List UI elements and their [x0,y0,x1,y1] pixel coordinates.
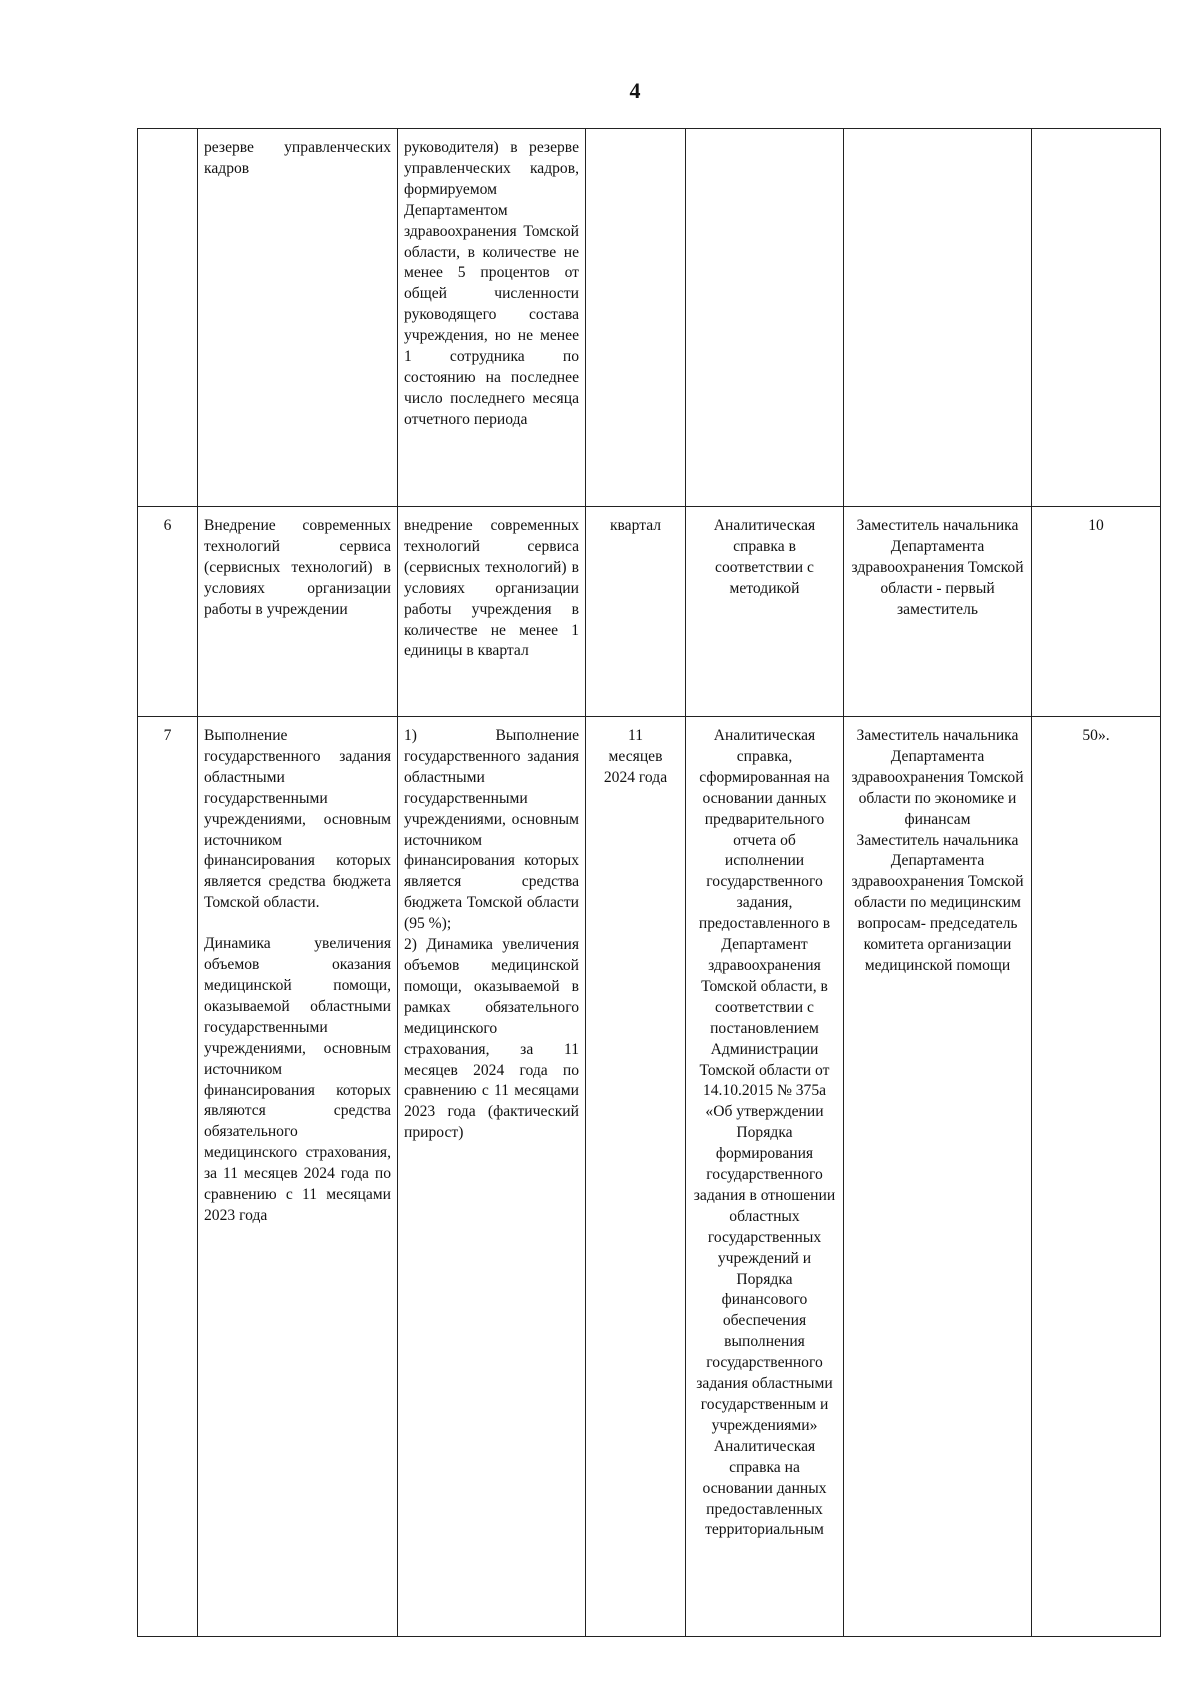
reporting-period: квартал [586,507,686,717]
data-source-part-1: Аналитическая справка, сформированная на основании данных предварительного отчета об исполнении государственного задания, предоставленного в Департамент здравоохранения Томской области, в соответствии с постановлением Администрации Томской области от 14.10.2015 № 375а «Об утверждении Порядка формирования государственного задания в отношении областных государственных учреждений и Порядка финансового обеспечения выполнения государственного задания областными государственным и учреждениями» [693,727,836,1434]
row-number: 7 [138,717,198,1637]
data-source [686,717,844,1637]
row-number: 6 [138,507,198,717]
table-row [138,717,1161,1637]
indicator-criteria: внедрение современных технологий сервиса (сервисных технологий) в условиях организации работы учреждения в количестве не менее 1 единицы в квартал [398,507,586,717]
data-source: Аналитическая справка в соответствии с методикой [686,507,844,717]
reporting-period [586,717,686,1637]
responsible-person-part-1: Заместитель начальника Департамента здравоохранения Томской области по экономике и финансам [851,727,1024,828]
responsible-person: Заместитель начальника Департамента здравоохранения Томской области - первый заместитель [844,507,1032,717]
page-number: 4 [629,78,641,103]
responsible-person [844,129,1032,507]
responsible-person [844,717,1032,1637]
indicator-name-part-1: Выполнение государственного задания областными государственными учреждениями, основным источником финансирования которых является средства бюджета Томской области. [204,727,391,912]
indicator-name: резерве управленческих кадров [198,129,398,507]
indicator-criteria: руководителя) в резерве управленческих кадров, формируемом Департаментом здравоохранения Томской области, в количестве не менее 5 процентов от общей численности руководящего состава учреждения, но не менее 1 сотрудника по состоянию на последнее число последнего месяца отчетного периода [398,129,586,507]
indicator-criteria-part-1: 1) Выполнение государственного задания областными государственными учреждениями, основным источником финансирования которых является средства бюджета Томской области (95 %); [404,727,579,933]
points-value: 50». [1032,717,1161,1637]
indicator-name: Внедрение современных технологий сервиса (сервисных технологий) в условиях организации работы в учреждении [198,507,398,717]
indicator-criteria-part-2: 2) Динамика увеличения объемов медицинской помощи, оказываемой в рамках обязательного медицинского страхования, за 11 месяцев 2024 года по сравнению с 11 месяцами 2023 года (фактический прирост) [404,936,579,1142]
points-value: 10 [1032,507,1161,717]
table-row [138,507,1161,717]
reporting-period-line-2: месяцев [608,747,663,765]
data-source [686,129,844,507]
reporting-period-line-1: 11 [627,727,643,744]
row-number [138,129,198,507]
reporting-period [586,129,686,507]
table-row [138,129,1161,507]
indicator-name-part-2: Динамика увеличения объемов оказания медицинской помощи, оказываемой областными государственными учреждениями, основным источником финансирования которых являются средства обязательного медицинского страхования, за 11 месяцев 2024 года по сравнению с 11 месяцами 2023 года [204,935,391,1224]
criteria-table [137,128,1161,1637]
points-value [1032,129,1161,507]
indicator-name [198,717,398,1637]
data-source-part-2: Аналитическая справка на основании данных предоставленных территориальным [702,1437,827,1539]
reporting-period-line-3: 2024 года [603,768,668,786]
indicator-criteria [398,717,586,1637]
responsible-person-part-2: Заместитель начальника Департамента здравоохранения Томской области по медицинским вопросам- председатель комитета организации медицинской помощи [851,831,1024,974]
